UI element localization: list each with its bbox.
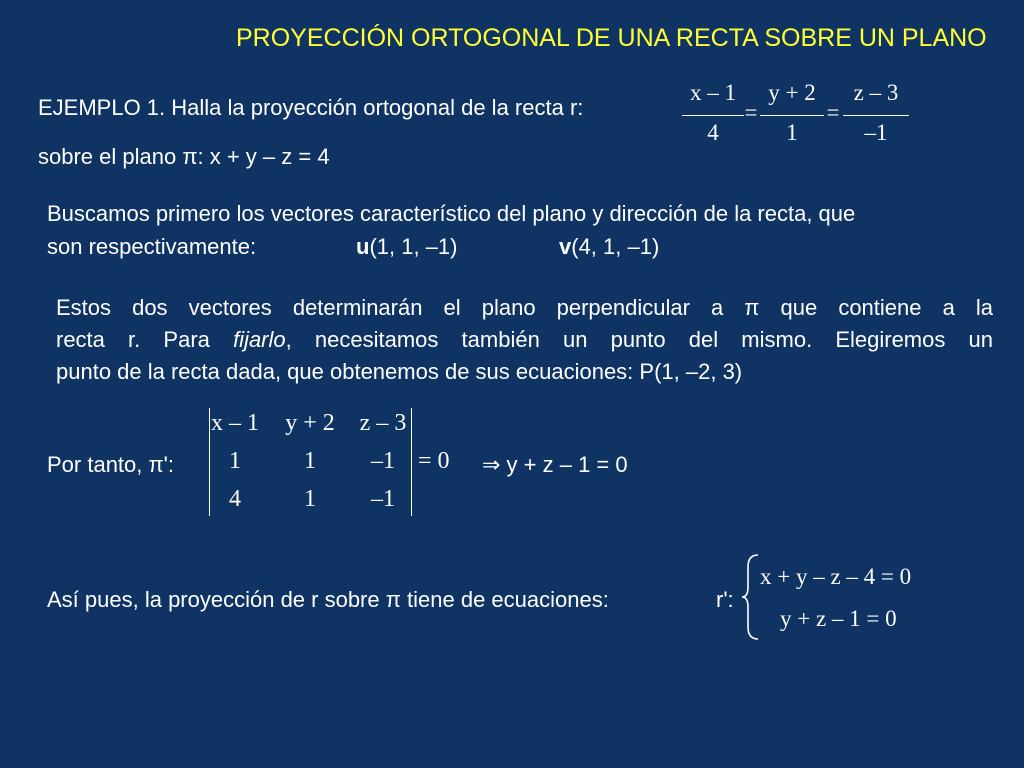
det-cell-r2c3: –1 xyxy=(371,448,395,474)
frac3-numerator: z – 3 xyxy=(853,80,899,105)
vector-u xyxy=(356,234,458,260)
para2-italic-word: fijarlo xyxy=(233,327,286,352)
system-equation-2: y + z – 1 = 0 xyxy=(780,606,897,631)
projection-label: r': xyxy=(716,587,734,612)
frac3-bar xyxy=(843,115,909,116)
det-cell-r3c1: 4 xyxy=(229,486,241,512)
det-cell-r3c2: 1 xyxy=(304,486,316,512)
det-cell-r3c3: –1 xyxy=(371,486,395,512)
system-equation-1: x + y – z – 4 = 0 xyxy=(760,564,912,589)
frac1-numerator: x – 1 xyxy=(690,80,736,105)
vector-v-symbol: v xyxy=(559,234,572,259)
det-cell-r1c3: z – 3 xyxy=(359,410,407,436)
det-cell-r2c2: 1 xyxy=(304,448,316,474)
frac3-denominator: –1 xyxy=(864,120,888,145)
equals-sign-2: = xyxy=(826,100,840,125)
system-brace xyxy=(740,553,762,641)
example-line-1: EJEMPLO 1. Halla la proyección ortogonal de la recta r: xyxy=(38,95,584,120)
para2-line-1: Estos dos vectores determinarán el plano perpendicular a π que contiene a la xyxy=(56,295,993,320)
determinant-label: Por tanto, π': xyxy=(47,452,174,477)
det-cell-r1c1: x – 1 xyxy=(211,410,259,436)
conclusion-text: Así pues, la proyección de r sobre π tiene de ecuaciones: xyxy=(47,587,609,612)
para2-line-2 xyxy=(56,327,993,353)
det-cell-r2c1: 1 xyxy=(229,448,241,474)
vector-v xyxy=(559,234,659,260)
frac2-denominator: 1 xyxy=(786,120,798,145)
determinant-equals-zero: = 0 xyxy=(418,448,450,474)
frac1-denominator: 4 xyxy=(707,120,719,145)
vector-u-symbol: u xyxy=(356,234,370,259)
slide-title: PROYECCIÓN ORTOGONAL DE UNA RECTA SOBRE UN PLANO xyxy=(236,24,987,52)
para1-line-1: Buscamos primero los vectores característico del plano y dirección de la recta, que xyxy=(47,201,856,226)
det-cell-r1c2: y + 2 xyxy=(285,410,335,436)
frac2-numerator: y + 2 xyxy=(768,80,816,105)
frac2-bar xyxy=(760,115,824,116)
equals-sign-1: = xyxy=(744,100,758,125)
para1-line-2: son respectivamente: xyxy=(47,234,257,259)
para2-line-2-start: recta r. Para xyxy=(56,327,234,352)
example-line-2: sobre el plano π: x + y – z = 4 xyxy=(38,144,330,169)
para2-line-2-end: , necesitamos también un punto del mismo. Elegiremos un xyxy=(285,327,993,352)
vector-v-components: (4, 1, –1) xyxy=(571,234,660,259)
para2-line-3: punto de la recta dada, que obtenemos de sus ecuaciones: P(1, –2, 3) xyxy=(56,359,743,384)
plane-equation-result: ⇒ y + z – 1 = 0 xyxy=(482,452,628,477)
vector-u-components: (1, 1, –1) xyxy=(369,234,458,259)
